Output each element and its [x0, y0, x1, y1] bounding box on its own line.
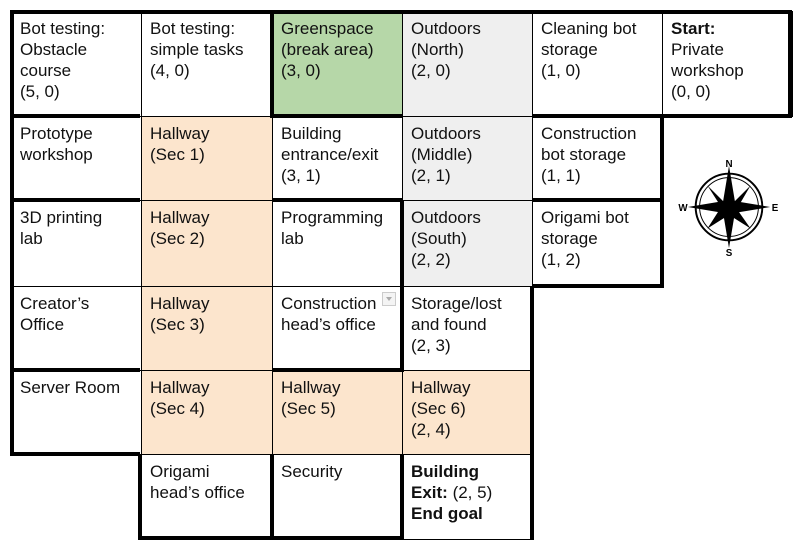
cell-bold-label: End goal: [411, 504, 483, 523]
dropdown-indicator-icon[interactable]: [382, 292, 396, 306]
map-cell: [402, 11, 533, 117]
map-cell: [141, 454, 273, 540]
map-cell: [141, 11, 273, 117]
wall-line: [530, 286, 534, 540]
cell-label: Origami bot storage (1, 2): [541, 208, 629, 269]
wall-line: [270, 10, 274, 118]
cell-label: Hallway (Sec 6) (2, 4): [411, 378, 471, 439]
cell-label: Hallway (Sec 3): [150, 294, 210, 334]
map-cell: [402, 370, 533, 455]
map-cell: [272, 200, 403, 287]
compass-rose-icon: [678, 158, 779, 259]
map-cell: [402, 200, 533, 287]
wall-line: [400, 200, 404, 372]
cell-label: (2, 5): [452, 483, 493, 502]
wall-line: [10, 114, 140, 118]
map-cell: [532, 200, 663, 287]
map-cell: [272, 11, 403, 117]
cell-label: Bot testing: simple tasks (4, 0): [150, 19, 244, 80]
map-cell: [532, 11, 663, 117]
wall-line: [10, 198, 140, 202]
cell-label: Creator’s Office: [20, 294, 90, 334]
wall-line: [272, 368, 402, 372]
cell-label: Outdoors (North) (2, 0): [411, 19, 481, 80]
wall-line: [272, 198, 402, 202]
map-cell: [11, 370, 142, 455]
map-cell: [532, 116, 663, 201]
cell-label: Outdoors (South) (2, 2): [411, 208, 481, 269]
cell-label: Prototype workshop: [20, 124, 93, 164]
map-cell: [272, 454, 403, 540]
wall-line: [660, 116, 664, 288]
cell-bold-label: Building Exit:: [411, 462, 479, 502]
cell-label: Hallway (Sec 5): [281, 378, 341, 418]
wall-line: [10, 452, 140, 456]
map-cell: [141, 286, 273, 371]
wall-line: [788, 10, 792, 118]
map-cell: [272, 370, 403, 455]
cell-label: Hallway (Sec 2): [150, 208, 210, 248]
wall-line: [400, 454, 404, 540]
cell-label: 3D printing lab: [20, 208, 103, 248]
map-cell: [141, 200, 273, 287]
wall-line: [532, 284, 662, 288]
wall-line: [270, 454, 274, 540]
map-cell: [402, 116, 533, 201]
map-cell: [11, 286, 142, 371]
cell-label: Greenspace (break area) (3, 0): [281, 19, 374, 80]
compass-west-label: W: [678, 202, 688, 214]
cell-label: Bot testing: Obstacle course (5, 0): [20, 19, 106, 101]
map-cell: [402, 286, 533, 371]
wall-line: [138, 454, 142, 540]
map-cell: [141, 116, 273, 201]
cell-label: Building entrance/exit (3, 1): [281, 124, 379, 185]
cell-label: Construction bot storage (1, 1): [541, 124, 637, 185]
wall-line: [10, 368, 140, 372]
cell-label: Storage/lost and found (2, 3): [411, 294, 502, 355]
cell-label: Programming lab: [281, 208, 384, 248]
cell-label: Server Room: [20, 378, 121, 397]
map-cell: [11, 200, 142, 287]
compass-north-label: N: [725, 158, 733, 170]
cell-label: Hallway (Sec 4): [150, 378, 210, 418]
compass-east-label: E: [771, 202, 779, 214]
cell-label: Origami head’s office: [150, 462, 245, 502]
wall-line: [10, 10, 14, 456]
wall-line: [272, 114, 402, 118]
cell-label: Outdoors (Middle) (2, 1): [411, 124, 481, 185]
cell-label: Construction head’s office: [281, 294, 377, 334]
cell-label: Security: [281, 462, 343, 481]
wall-line: [10, 10, 792, 14]
compass-south-label: S: [725, 248, 733, 259]
map-cell: [272, 116, 403, 201]
map-cell: [662, 11, 793, 117]
cell-bold-label: Start:: [671, 19, 716, 38]
map-cell: [11, 11, 142, 117]
map-cell: [11, 116, 142, 201]
map-cell: [141, 370, 273, 455]
map-cell: [402, 454, 533, 540]
wall-line: [532, 198, 662, 202]
cell-label: Cleaning bot storage (1, 0): [541, 19, 637, 80]
cell-label: Private workshop (0, 0): [671, 40, 744, 101]
cell-label: Hallway (Sec 1): [150, 124, 210, 164]
